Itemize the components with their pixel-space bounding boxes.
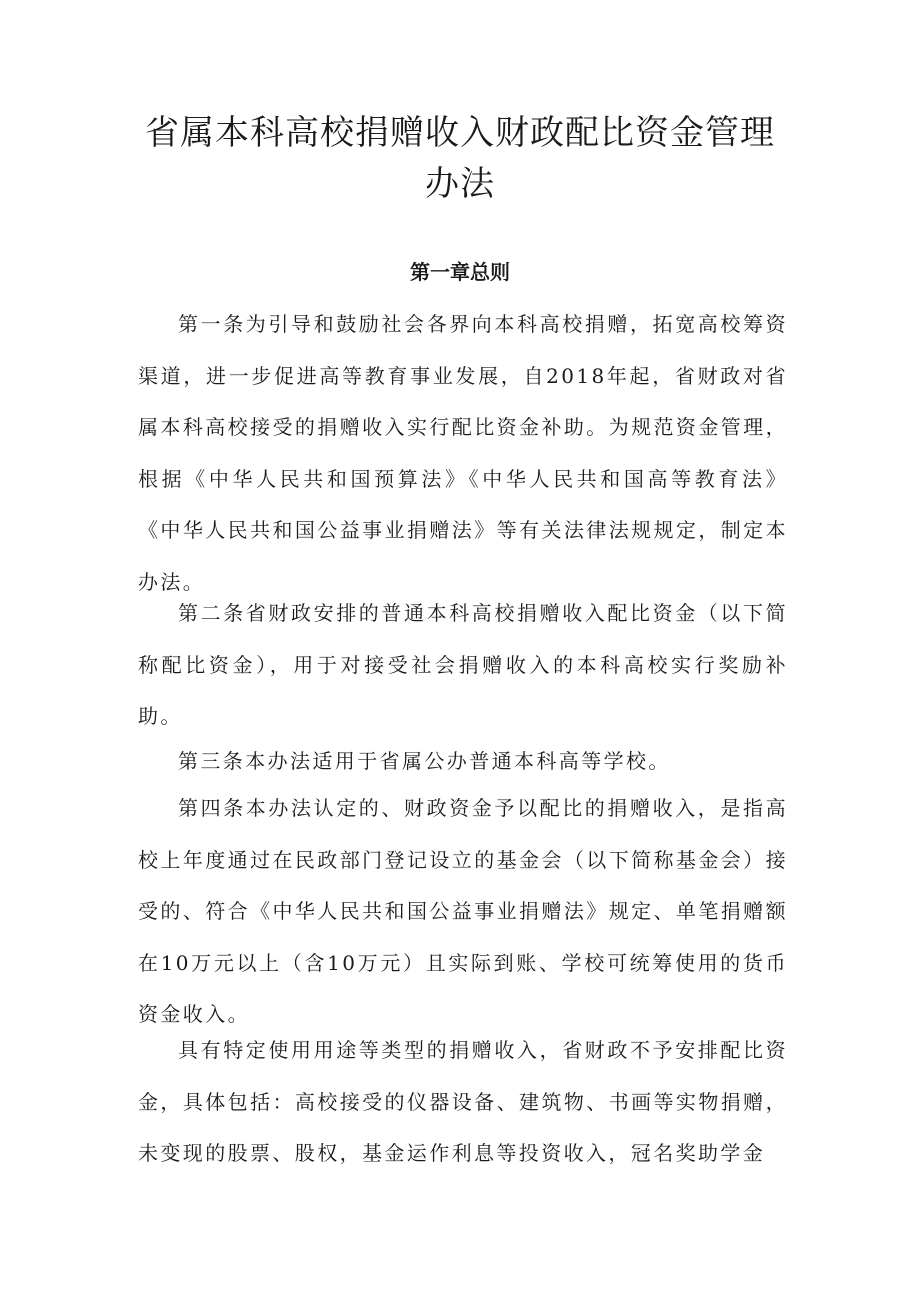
paragraph-exclusions: 具有特定使用用途等类型的捐赠收入，省财政不予安排配比资金，具体包括：高校接受的仪器设备、建筑物、书画等实物捐赠，未变现的股票、股权，基金运作利息等投资收入，冠名奖助学金: [138, 1038, 788, 1165]
chapter-heading: 第一章总则: [410, 260, 510, 284]
paragraph-article-2: 第二条省财政安排的普通本科高校捐赠收入配比资金（以下简称配比资金），用于对接受社会捐赠收入的本科高校实行奖励补助。: [138, 601, 788, 728]
paragraph-article-4: 第四条本办法认定的、财政资金予以配比的捐赠收入，是指高校上年度通过在民政部门登记设立的基金会（以下简称基金会）接受的、符合《中华人民共和国公益事业捐赠法》规定、单笔捐赠额在10万元以上（含10万元）且实际到账、学校可统筹使用的货币资金收入。: [138, 796, 788, 1026]
paragraph-article-3: 第三条本办法适用于省属公办普通本科高等学校。: [178, 749, 671, 773]
paragraph-article-1: 第一条为引导和鼓励社会各界向本科高校捐赠，拓宽高校筹资渠道，进一步促进高等教育事业发展，自2018年起，省财政对省属本科高校接受的捐赠收入实行配比资金补助。为规范资金管理，根据《中华人民共和国预算法》《中华人民共和国高等教育法》《中华人民共和国公益事业捐赠法》等有关法律法规规定，制定本办法。: [138, 312, 788, 594]
document-title: 省属本科高校捐赠收入财政配比资金管理办法: [145, 113, 775, 204]
